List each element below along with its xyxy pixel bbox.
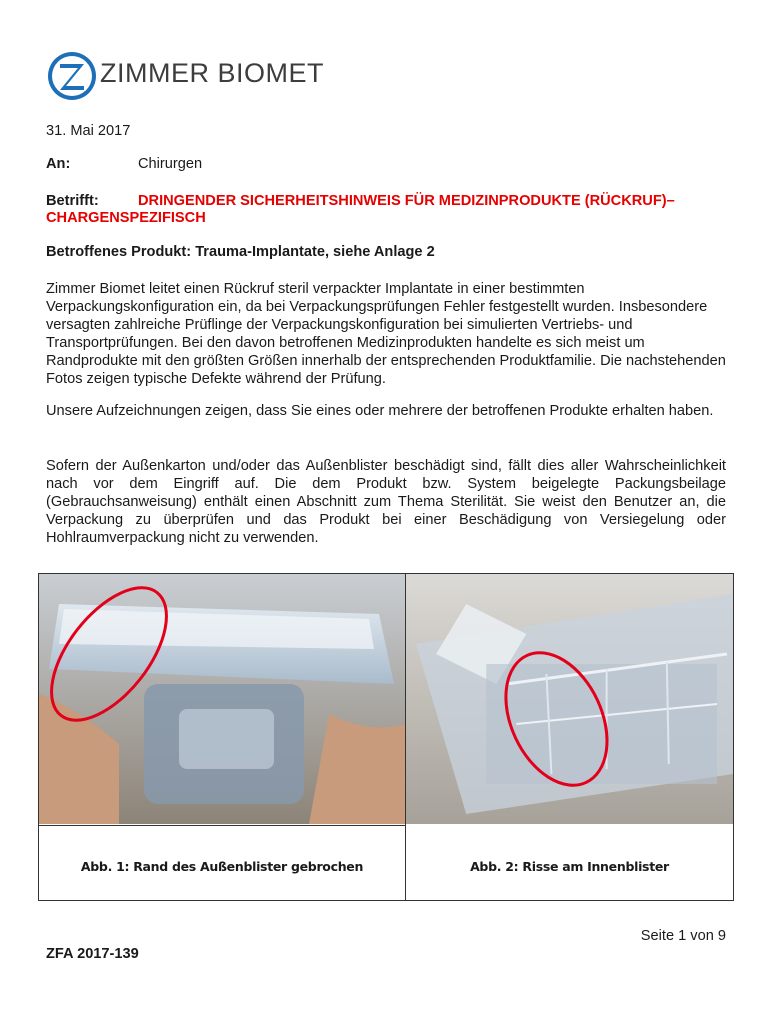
figure-caption-1: Abb. 1: Rand des Außenblister gebrochen <box>80 859 364 874</box>
affected-product: Betroffenes Produkt: Trauma-Implantate, siehe Anlage 2 <box>46 244 435 260</box>
inner-blister-photo <box>406 574 733 824</box>
subject-line-1: DRINGENDER SICHERHEITSHINWEIS FÜR MEDIZINPRODUKTE (RÜCKRUF)– <box>138 193 675 209</box>
outer-blister-photo <box>39 574 405 824</box>
paragraph-instructions: Sofern der Außenkarton und/oder das Außenblister beschädigt sind, fällt dies aller Wahrscheinlichkeit nach vor dem Eingriff auf. Die dem Produkt bzw. System beigelegte Packungsbeilage (Gebrauchsanweisung) enthält einen Abschnitt zum Thema Sterilität. Sie weist den Benutzer an, die Verpackung zu überprüfen und das Produkt bei einer Beschädigung von Versiegelung oder Hohlraumverpackung nicht zu verwenden. <box>46 458 726 546</box>
logo-wordmark: ZIMMER BIOMET <box>100 58 324 88</box>
recipient-label: An: <box>46 156 71 172</box>
letter-date: 31. Mai 2017 <box>46 123 131 139</box>
figure-caption-2: Abb. 2: Risse am Innenblister <box>470 859 669 874</box>
figure-cell-1 <box>39 574 406 900</box>
paragraph-records: Unsere Aufzeichnungen zeigen, dass Sie eines oder mehrere der betroffenen Produkte erhalten haben. <box>46 403 714 419</box>
document-id: ZFA 2017-139 <box>46 946 139 962</box>
subject-label: Betrifft: <box>46 193 99 209</box>
figure-table <box>38 573 734 901</box>
page-number: Seite 1 von 9 <box>640 928 726 944</box>
paragraph-recall-intro: Zimmer Biomet leitet einen Rückruf steril verpackter Implantate in einer bestimmten Verpackungskonfiguration ein, da bei Verpackungsprüfungen Fehler festgestellt wurden. Insbesondere versagten zahlreiche Prüflinge der Verpackungskonfiguration bei simulierten Vertriebs- und Transportprüfungen. Bei den davon betroffenen Medizinprodukten handelte es sich meist um Randprodukte mit den größten Größen innerhalb der entsprechenden Produktfamilie. Die nachstehenden Fotos zeigen typische Defekte während der Prüfung. <box>46 281 726 387</box>
figure-row-divider <box>39 825 405 826</box>
recipient-value: Chirurgen <box>138 156 203 172</box>
subject-line-2: CHARGENSPEZIFISCH <box>46 210 206 226</box>
zimmer-biomet-logo-mark <box>46 50 98 102</box>
figure-cell-2 <box>406 574 733 900</box>
